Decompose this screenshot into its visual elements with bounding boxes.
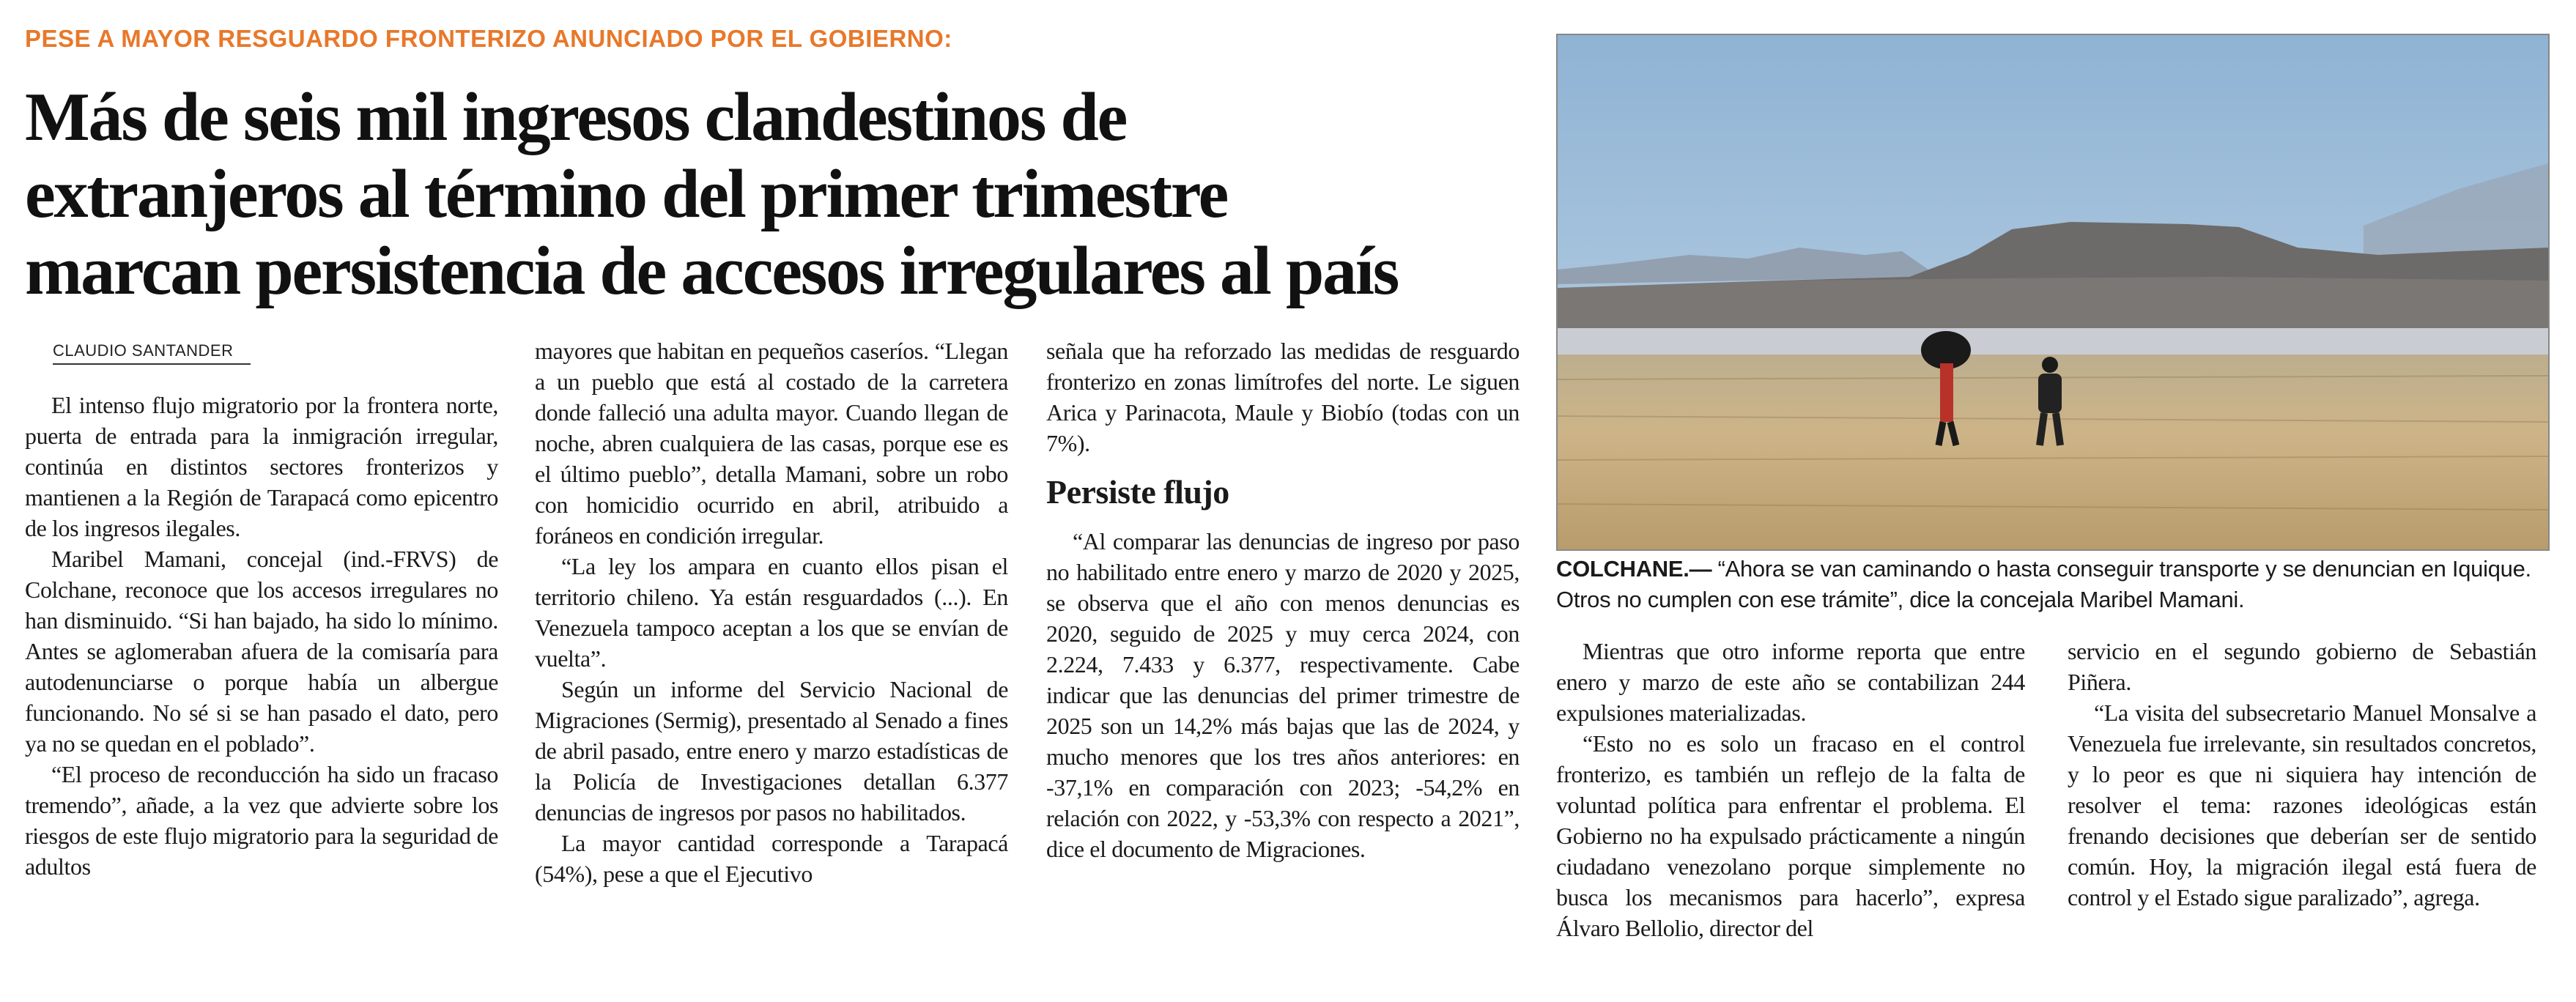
article-headline [25,79,1549,310]
paragraph: “El proceso de reconducción ha sido un fracaso tremendo”, añade, a la vez que advierte sobre los riesgos de este flujo migratorio para la seguridad de adultos [25,761,498,880]
paragraph: “La ley los ampara en cuanto ellos pisan el territorio chileno. Ya están resguardados (...). En Venezuela tampoco aceptan a los que se envían de vuelta”. [535,553,1008,672]
byline: CLAUDIO SANTANDER [53,341,251,365]
headline-line-3: marcan persistencia de accesos irregulares al país [25,233,1399,309]
paragraph: mayores que habitan en pequeños caseríos. “Llegan a un pueblo que está al costado de la carretera donde falleció una adulta mayor. Cuando llegan de noche, abren cualquiera de las casas, porque ese es el último pueblo”, detalla Mamani, sobre un robo con homicidio ocurrido en abril, atribuido a foráneos en condición irregular. [535,338,1008,549]
photo-caption [1556,554,2553,615]
paragraph: “Al comparar las denuncias de ingreso por paso no habilitado entre enero y marzo de 2020 y 2025, se observa que el año con menos denuncias es 2020, seguido de 2025 y muy cerca 2024, con 2.224, 7.433 y 6.377, respectivamente. Cabe indicar que las denuncias del primer trimestre de 2025 son un 14,2% más bajas que las de 2024, y mucho menores que los tres años anteriores: en -37,1% en comparación con 2023; -54,2% en relación con 2022, y -53,3% con respecto a 2021”, dice el documento de Migraciones. [1046,528,1520,862]
paragraph: servicio en el segundo gobierno de Sebastián Piñera. [2068,638,2536,695]
paragraph: señala que ha reforzado las medidas de resguardo fronterizo en zonas limítrofes del norte. Le siguen Arica y Parinacota, Maule y Biobío (todas con un 7%). [1046,338,1520,456]
paragraph: “Esto no es solo un fracaso en el control fronterizo, es también un reflejo de la falta de voluntad política para enfrentar el problema. El Gobierno no ha expulsado prácticamente a ningún ciudadano venezolano porque simplemente no busca los mecanismos para hacerlo”, expresa Álvaro Bellolio, director del [1556,730,2025,941]
article-column-5 [2068,636,2536,913]
article-column-1 [25,390,498,882]
paragraph: Maribel Mamani, concejal (ind.-FRVS) de Colchane, reconoce que los accesos irregulares no han disminuido. “Si han bajado, ha sido lo mínimo. Antes se aglomeraban afuera de la comisaría para autodenunciarse o porque había un albergue funcionando. No sé si se han pasado el dato, pero ya no se quedan en el poblado”. [25,546,498,757]
article-photo [1556,34,2550,551]
article-column-3 [1046,335,1520,864]
article-column-2 [535,335,1008,889]
paragraph: “La visita del subsecretario Manuel Monsalve a Venezuela fue irrelevante, sin resultados concretos, y lo peor es que ni siquiera hay intención de resolver el tema: razones ideológicas están frenando decisiones que deberían ser de sentido común. Hoy, la migración ilegal está fuera de control y el Estado sigue paralizado”, agrega. [2068,699,2536,910]
headline-line-2: extranjeros al término del primer trimestre [25,156,1228,232]
section-subheading: Persiste flujo [1046,473,1229,511]
caption-lead: COLCHANE.— [1556,556,1712,582]
paragraph: Mientras que otro informe reporta que entre enero y marzo de este año se contabilizan 244 expulsiones materializadas. [1556,638,2025,726]
paragraph: El intenso flujo migratorio por la frontera norte, puerta de entrada para la inmigración irregular, continúa en distintos sectores fronterizos y mantienen a la Región de Tarapacá como epicentro de los ingresos ilegales. [25,392,498,541]
paragraph: La mayor cantidad corresponde a Tarapacá (54%), pese a que el Ejecutivo [535,830,1008,887]
caption-text: “Ahora se van caminando o hasta conseguir transporte y se denuncian en Iquique. Otros no cumplen con ese trámite”, dice la concejala Maribel Mamani. [1556,556,2531,612]
colchane-landscape-photo [1558,35,2548,549]
article-kicker: PESE A MAYOR RESGUARDO FRONTERIZO ANUNCIADO POR EL GOBIERNO: [25,25,952,52]
paragraph: Según un informe del Servicio Nacional de Migraciones (Sermig), presentado al Senado a fines de abril pasado, entre enero y marzo estadísticas de la Policía de Investigaciones detallan 6.377 denuncias de ingresos por pasos no habilitados. [535,676,1008,825]
headline-line-1: Más de seis mil ingresos clandestinos de [25,79,1127,155]
article-column-4 [1556,636,2025,943]
